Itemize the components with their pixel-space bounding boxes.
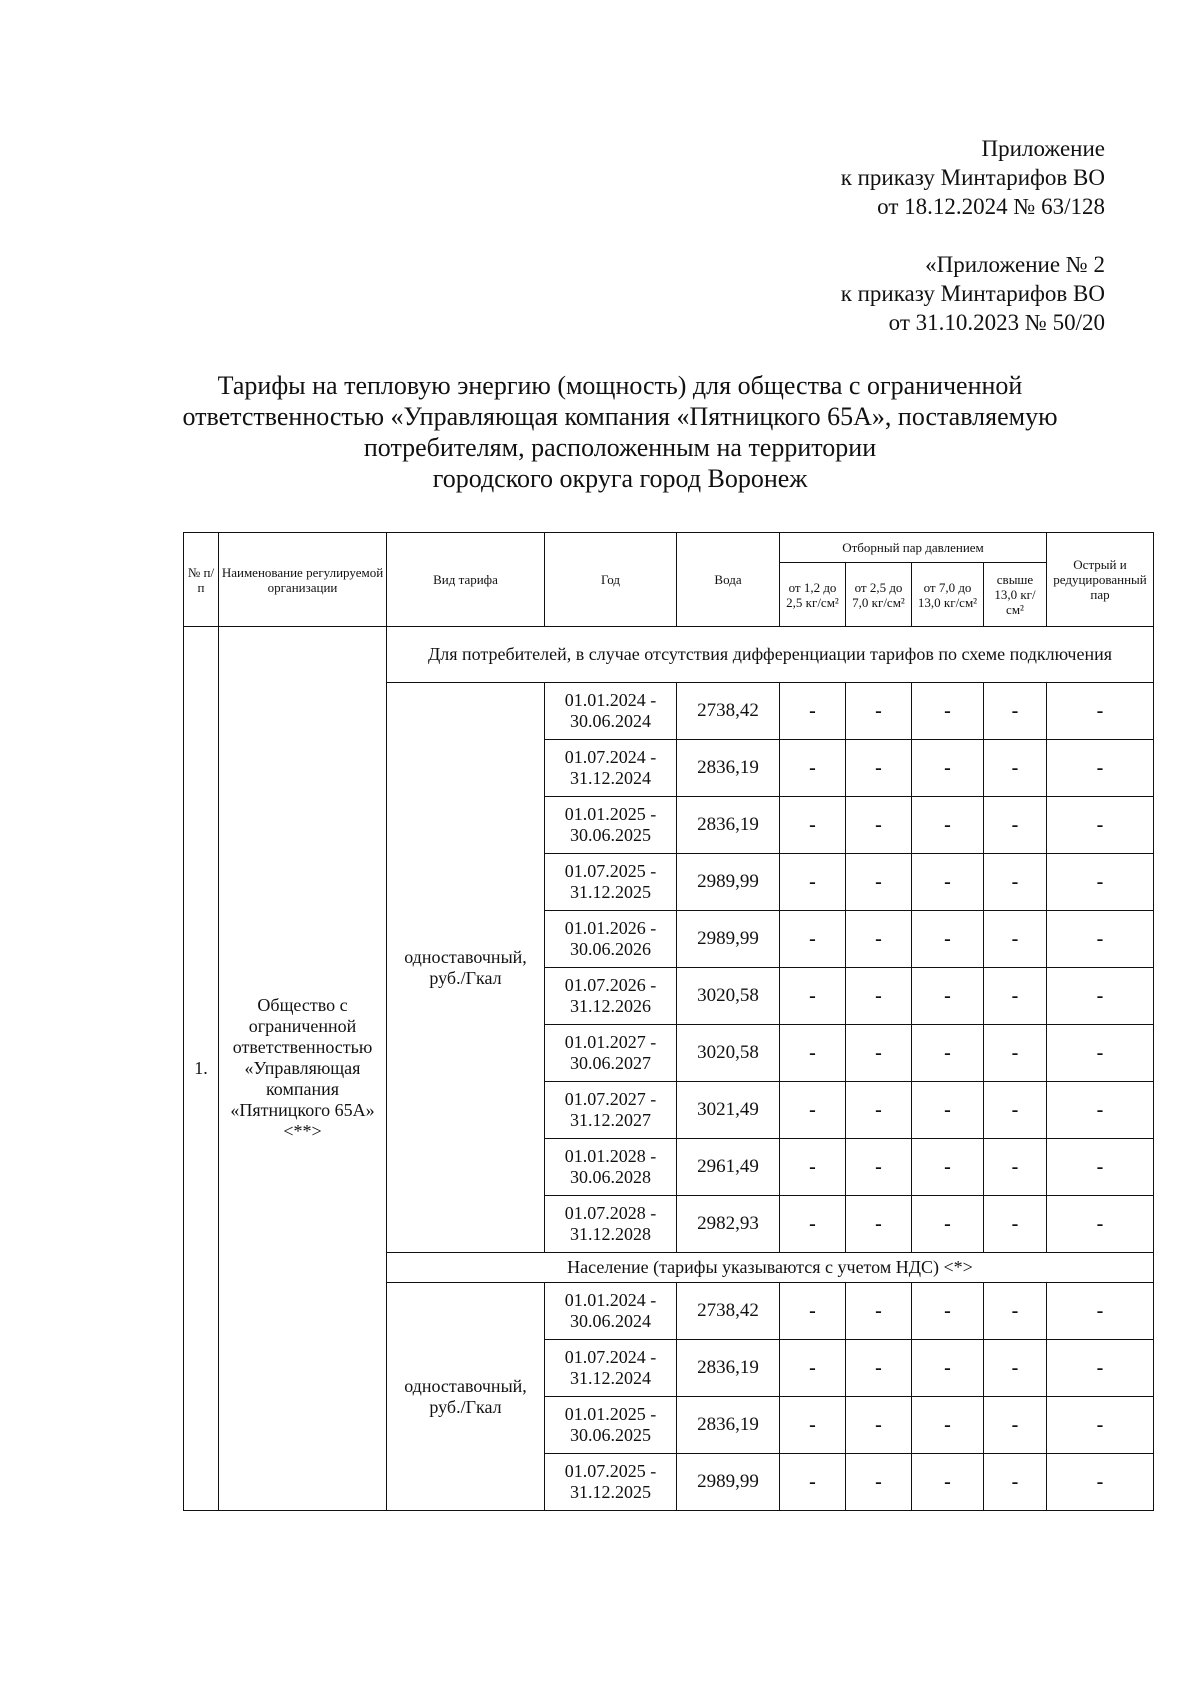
empty-dash: -	[1047, 1283, 1154, 1340]
empty-dash: -	[780, 1082, 846, 1139]
empty-dash: -	[1047, 1025, 1154, 1082]
water-value: 3020,58	[677, 1025, 780, 1082]
empty-dash: -	[1047, 1196, 1154, 1253]
water-value: 2989,99	[677, 1454, 780, 1511]
empty-dash: -	[912, 1340, 984, 1397]
period-cell: 01.01.2025 - 30.06.2025	[545, 1397, 677, 1454]
header-year: Год	[545, 533, 677, 627]
period-cell: 01.07.2026 - 31.12.2026	[545, 968, 677, 1025]
empty-dash: -	[912, 1454, 984, 1511]
organization-name: Общество с ограниченной ответственностью «Управляющая компания «Пятницкого 65А» <**>	[219, 627, 387, 1511]
title-line: потребителям, расположенным на территории	[363, 433, 877, 462]
water-value: 2738,42	[677, 1283, 780, 1340]
empty-dash: -	[984, 797, 1047, 854]
empty-dash: -	[1047, 740, 1154, 797]
empty-dash: -	[984, 1025, 1047, 1082]
water-value: 2836,19	[677, 1340, 780, 1397]
appendix-line: от 31.10.2023 № 50/20	[888, 310, 1105, 335]
water-value: 2989,99	[677, 854, 780, 911]
tariffs-table	[183, 532, 1154, 1511]
empty-dash: -	[984, 1196, 1047, 1253]
empty-dash: -	[1047, 1082, 1154, 1139]
empty-dash: -	[780, 740, 846, 797]
period-cell: 01.01.2025 - 30.06.2025	[545, 797, 677, 854]
header-water: Вода	[677, 533, 780, 627]
empty-dash: -	[780, 1283, 846, 1340]
period-cell: 01.01.2027 - 30.06.2027	[545, 1025, 677, 1082]
empty-dash: -	[780, 1139, 846, 1196]
empty-dash: -	[780, 1196, 846, 1253]
empty-dash: -	[780, 1340, 846, 1397]
water-value: 2982,93	[677, 1196, 780, 1253]
empty-dash: -	[1047, 911, 1154, 968]
water-value: 2961,49	[677, 1139, 780, 1196]
tariff-type: одноставочный, руб./Гкал	[387, 1283, 545, 1511]
empty-dash: -	[912, 797, 984, 854]
period-cell: 01.01.2024 - 30.06.2024	[545, 683, 677, 740]
empty-dash: -	[846, 1340, 912, 1397]
header-tariff-type: Вид тарифа	[387, 533, 545, 627]
appendix-line: «Приложение № 2	[925, 252, 1105, 277]
period-cell: 01.01.2026 - 30.06.2026	[545, 911, 677, 968]
document-title	[120, 370, 1120, 494]
header-sharp-steam: Острый и редуцированный пар	[1047, 533, 1154, 627]
period-cell: 01.07.2028 - 31.12.2028	[545, 1196, 677, 1253]
empty-dash: -	[1047, 1139, 1154, 1196]
period-cell: 01.07.2027 - 31.12.2027	[545, 1082, 677, 1139]
empty-dash: -	[984, 854, 1047, 911]
header-steam-group: Отборный пар давлением	[780, 533, 1047, 563]
water-value: 2989,99	[677, 911, 780, 968]
empty-dash: -	[984, 683, 1047, 740]
empty-dash: -	[780, 1025, 846, 1082]
appendix-line: от 18.12.2024 № 63/128	[877, 194, 1105, 219]
empty-dash: -	[846, 1139, 912, 1196]
period-cell: 01.01.2028 - 30.06.2028	[545, 1139, 677, 1196]
header-steam-4: свыше 13,0 кг/см²	[984, 563, 1047, 627]
empty-dash: -	[984, 968, 1047, 1025]
empty-dash: -	[780, 968, 846, 1025]
empty-dash: -	[846, 1025, 912, 1082]
empty-dash: -	[984, 1082, 1047, 1139]
empty-dash: -	[846, 1283, 912, 1340]
empty-dash: -	[780, 911, 846, 968]
header-steam-3: от 7,0 до 13,0 кг/см²	[912, 563, 984, 627]
empty-dash: -	[1047, 1397, 1154, 1454]
empty-dash: -	[846, 797, 912, 854]
empty-dash: -	[846, 1397, 912, 1454]
empty-dash: -	[912, 911, 984, 968]
header-steam-2: от 2,5 до 7,0 кг/см²	[846, 563, 912, 627]
empty-dash: -	[846, 1454, 912, 1511]
empty-dash: -	[912, 683, 984, 740]
empty-dash: -	[912, 968, 984, 1025]
empty-dash: -	[984, 911, 1047, 968]
water-value: 2836,19	[677, 1397, 780, 1454]
appendix-line: к приказу Минтарифов ВО	[840, 281, 1105, 306]
appendix-line: Приложение	[981, 136, 1105, 161]
empty-dash: -	[1047, 854, 1154, 911]
empty-dash: -	[846, 854, 912, 911]
water-value: 3020,58	[677, 968, 780, 1025]
empty-dash: -	[984, 1454, 1047, 1511]
empty-dash: -	[780, 854, 846, 911]
water-value: 2836,19	[677, 740, 780, 797]
empty-dash: -	[984, 1340, 1047, 1397]
period-cell: 01.07.2024 - 31.12.2024	[545, 1340, 677, 1397]
tariff-type: одноставочный, руб./Гкал	[387, 683, 545, 1253]
empty-dash: -	[780, 797, 846, 854]
empty-dash: -	[780, 683, 846, 740]
original-appendix-header	[841, 250, 1105, 337]
empty-dash: -	[1047, 968, 1154, 1025]
appendix-header	[841, 134, 1105, 221]
title-line: ответственностью «Управляющая компания «Пятницкого 65А», поставляемую	[182, 402, 1058, 431]
empty-dash: -	[912, 854, 984, 911]
empty-dash: -	[1047, 1340, 1154, 1397]
empty-dash: -	[984, 1283, 1047, 1340]
water-value: 3021,49	[677, 1082, 780, 1139]
period-cell: 01.01.2024 - 30.06.2024	[545, 1283, 677, 1340]
header-organization: Наименование регулируемой организации	[219, 533, 387, 627]
section-title: Для потребителей, в случае отсутствия дифференциации тарифов по схеме подключения	[387, 627, 1154, 683]
empty-dash: -	[846, 1196, 912, 1253]
table-body	[184, 627, 1154, 1511]
period-cell: 01.07.2025 - 31.12.2025	[545, 854, 677, 911]
empty-dash: -	[912, 1397, 984, 1454]
empty-dash: -	[984, 740, 1047, 797]
empty-dash: -	[846, 683, 912, 740]
empty-dash: -	[780, 1397, 846, 1454]
empty-dash: -	[1047, 797, 1154, 854]
empty-dash: -	[846, 740, 912, 797]
empty-dash: -	[984, 1139, 1047, 1196]
empty-dash: -	[912, 1082, 984, 1139]
empty-dash: -	[1047, 683, 1154, 740]
title-line: городского округа город Воронеж	[432, 464, 808, 493]
empty-dash: -	[780, 1454, 846, 1511]
appendix-line: к приказу Минтарифов ВО	[840, 165, 1105, 190]
empty-dash: -	[912, 1139, 984, 1196]
empty-dash: -	[846, 1082, 912, 1139]
row-number: 1.	[184, 627, 219, 1511]
water-value: 2738,42	[677, 683, 780, 740]
title-line: Тарифы на тепловую энергию (мощность) для общества с ограниченной	[217, 371, 1023, 400]
empty-dash: -	[846, 968, 912, 1025]
empty-dash: -	[912, 1283, 984, 1340]
period-cell: 01.07.2025 - 31.12.2025	[545, 1454, 677, 1511]
period-cell: 01.07.2024 - 31.12.2024	[545, 740, 677, 797]
header-steam-1: от 1,2 до 2,5 кг/см²	[780, 563, 846, 627]
empty-dash: -	[912, 1196, 984, 1253]
empty-dash: -	[984, 1397, 1047, 1454]
water-value: 2836,19	[677, 797, 780, 854]
empty-dash: -	[912, 740, 984, 797]
empty-dash: -	[1047, 1454, 1154, 1511]
header-num: № п/п	[184, 533, 219, 627]
empty-dash: -	[912, 1025, 984, 1082]
section-title: Население (тарифы указываются с учетом НДС) <*>	[387, 1253, 1154, 1283]
empty-dash: -	[846, 911, 912, 968]
